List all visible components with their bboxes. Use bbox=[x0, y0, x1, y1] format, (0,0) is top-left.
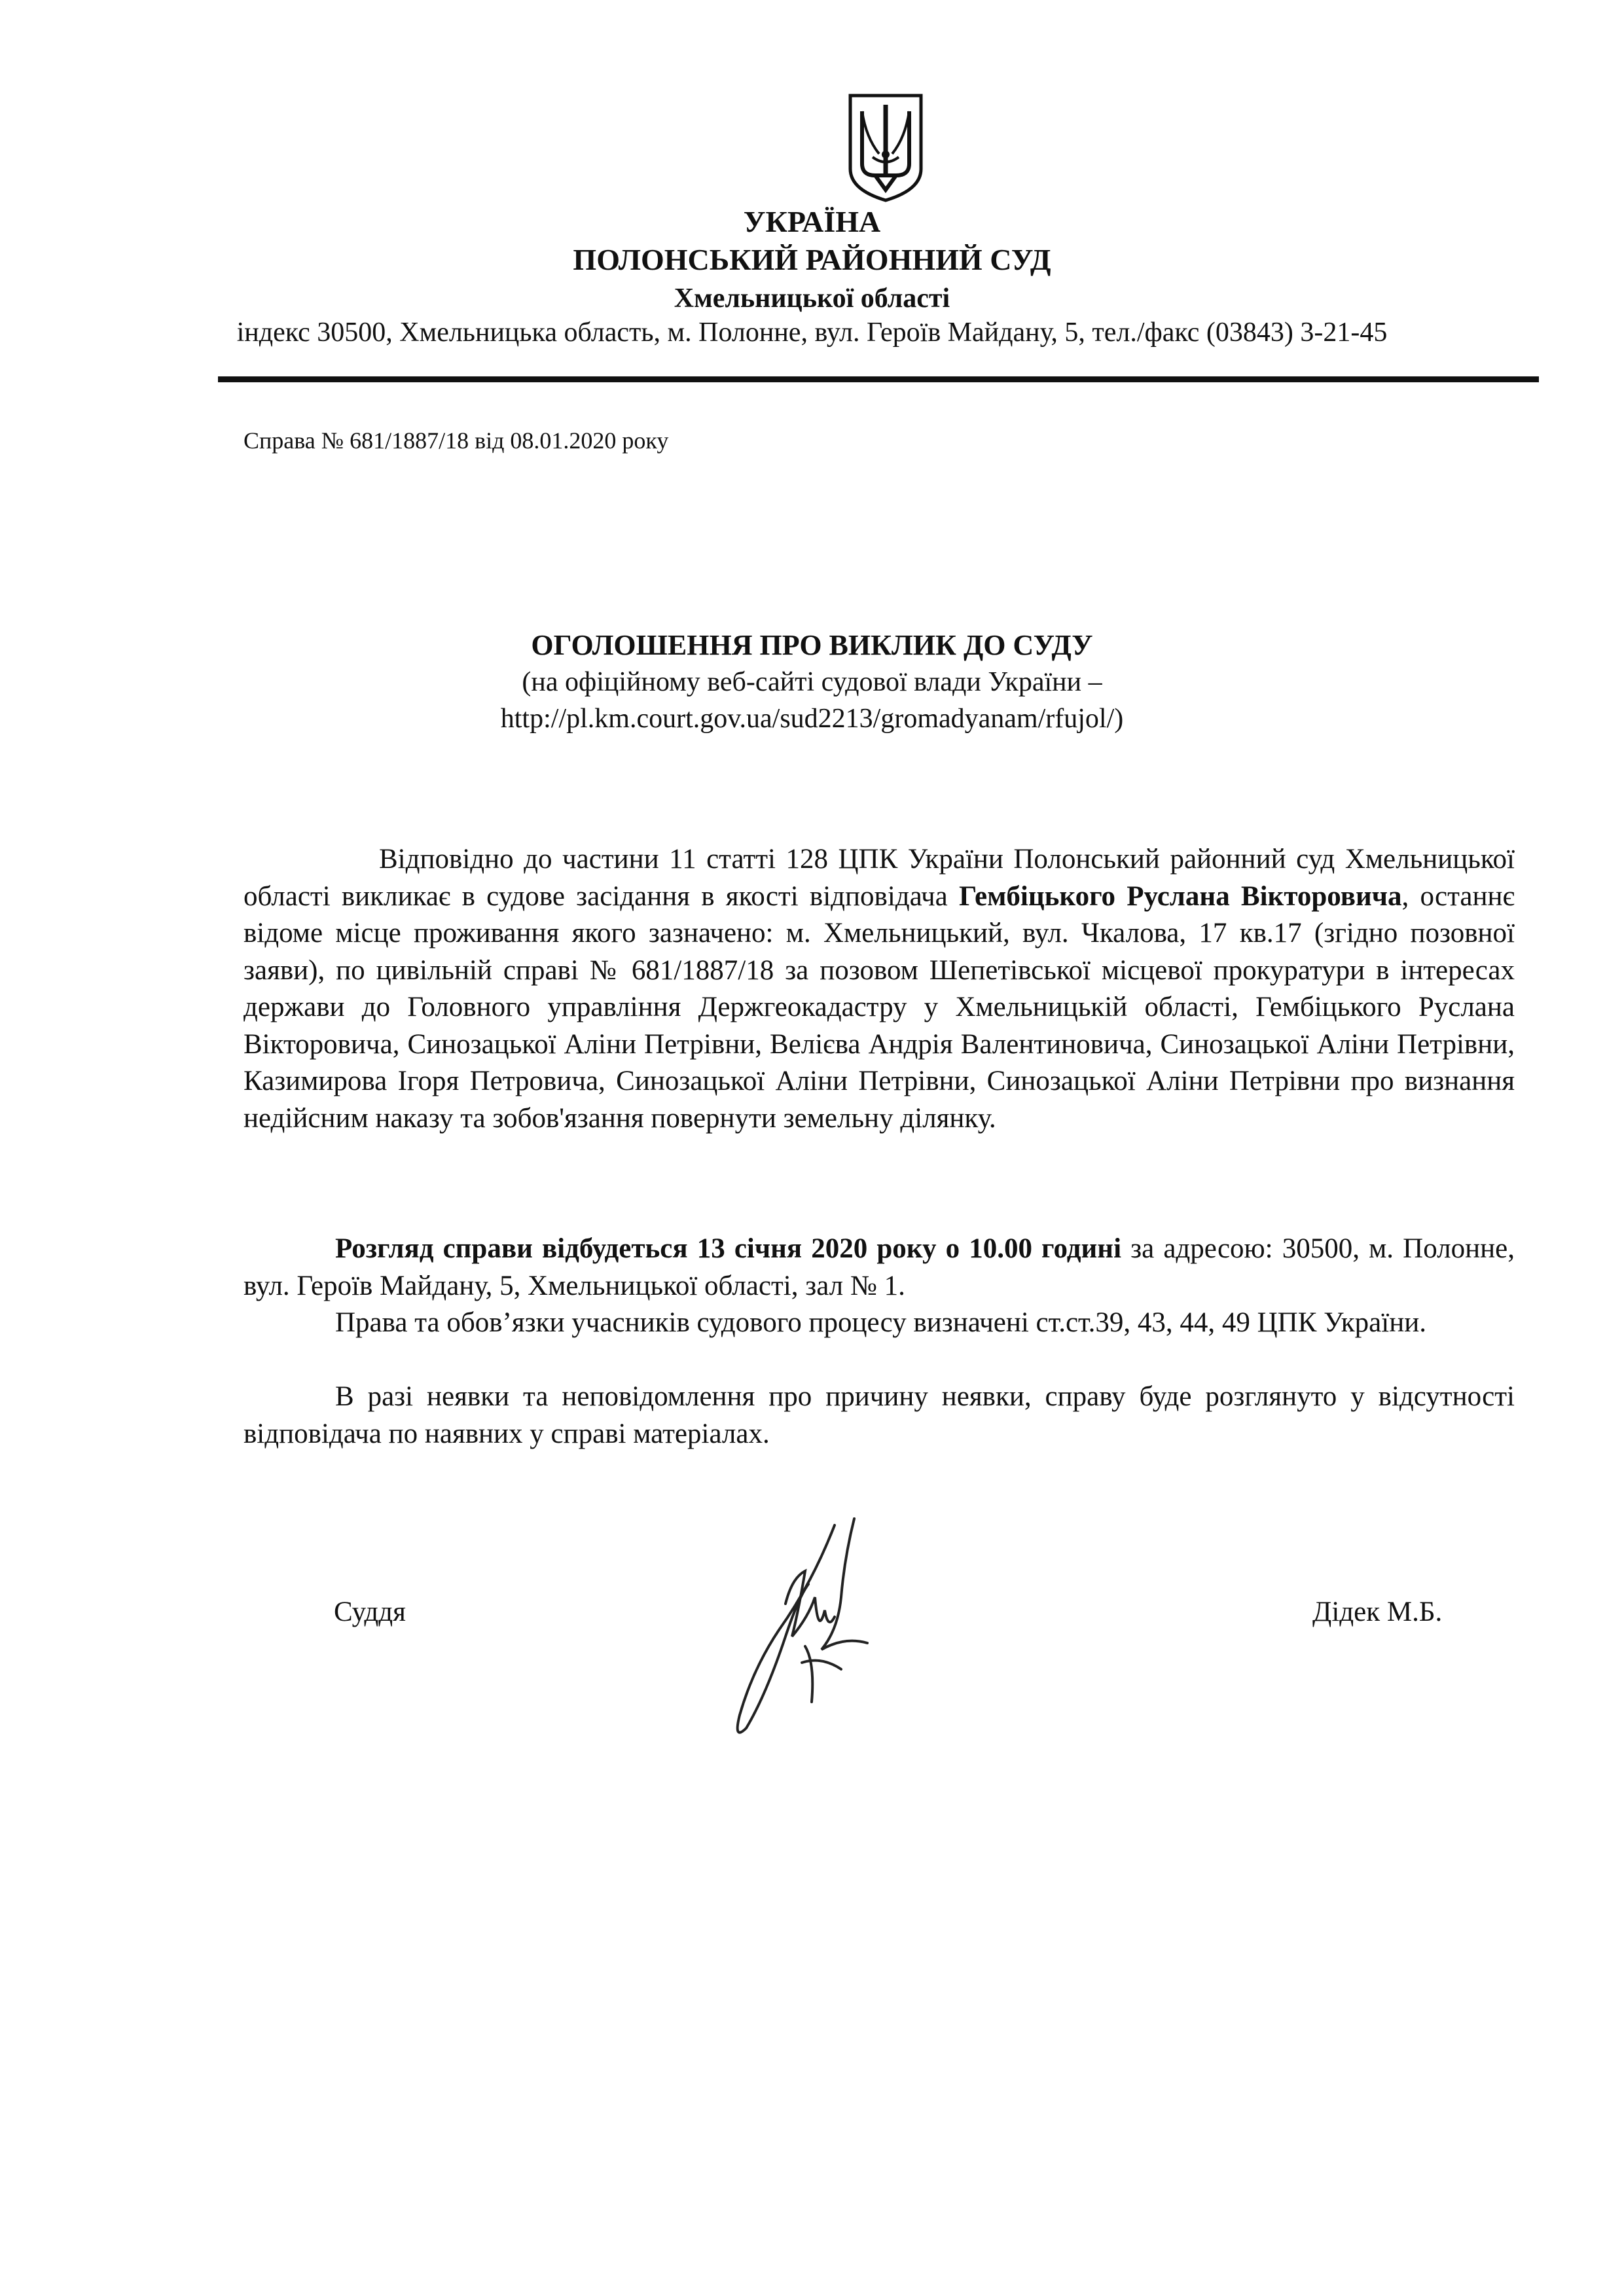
court-region: Хмельницької області bbox=[674, 283, 950, 314]
case-reference: Справа № 681/1887/18 від 08.01.2020 року bbox=[244, 427, 669, 454]
court-address: індекс 30500, Хмельницька область, м. Полонне, вул. Героїв Майдану, 5, тел./факс (03843) 3-21-45 bbox=[236, 317, 1388, 348]
judge-signature bbox=[694, 1506, 884, 1767]
body-paragraph-summons bbox=[244, 841, 1515, 1137]
announcement-subtitle: (на офіційному веб-сайті судової влади України – bbox=[522, 667, 1102, 697]
body-paragraph-rights: Права та обов’язки учасників судового процесу визначені ст.ст.39, 43, 44, 49 ЦПК України. bbox=[335, 1307, 1426, 1338]
summons-text-start: Відповідно до частини 11 статті 128 ЦПК України Полонський районний суд Хмельницької області викликає в судове засідання в якості відповідача bbox=[244, 844, 1515, 912]
trident-coat-of-arms-icon bbox=[846, 92, 925, 203]
summons-text-rest: , останнє відоме місце проживання якого зазначено: м. Хмельницький, вул. Чкалова, 17 кв.17 (згідно позовної заяви), по цивільній справі № 681/1887/18 за позовом Шепетівської місцевої прокуратури в інтересах держави до Головного управління Держгеокадастру у Хмельницькій області, Гембіцького Руслана Вікторовича, Синозацької Аліни Петрівни, Велієва Андрія Валентиновича, Синозацької Аліни Петрівни, Казимирова Ігоря Петровича, Синозацької Аліни Петрівни, Синозацької Аліни Петрівни про визнання недійсним наказу та зобов'язання повернути земельну ділянку. bbox=[244, 880, 1515, 1134]
body-paragraph-absence: В разі неявки та неповідомлення про причину неявки, справу буде розглянуто у відсутності відповідача по наявних у справі матеріалах. bbox=[244, 1381, 1515, 1449]
body-paragraph-hearing bbox=[244, 1231, 1515, 1305]
judge-name: Дідек М.Б. bbox=[1312, 1597, 1443, 1627]
defendant-name: Гембіцького Руслана Вікторовича bbox=[958, 880, 1402, 912]
court-name: ПОЛОНСЬКИЙ РАЙОННИЙ СУД bbox=[573, 243, 1051, 276]
announcement-title: ОГОЛОШЕННЯ ПРО ВИКЛИК ДО СУДУ bbox=[531, 629, 1093, 661]
hearing-address: за адресою: 30500, м. Полонне, вул. Героїв Майдану, 5, Хмельницької області, зал № 1. bbox=[244, 1233, 1515, 1301]
announcement-url: http://pl.km.court.gov.ua/sud2213/gromadyanam/rfujol/) bbox=[500, 704, 1124, 734]
hearing-date: Розгляд справи відбудеться 13 січня 2020 року о 10.00 годині bbox=[335, 1233, 1122, 1264]
judge-label: Суддя bbox=[334, 1597, 406, 1627]
header-divider bbox=[218, 376, 1539, 382]
country-heading: УКРАЇНА bbox=[743, 205, 881, 238]
